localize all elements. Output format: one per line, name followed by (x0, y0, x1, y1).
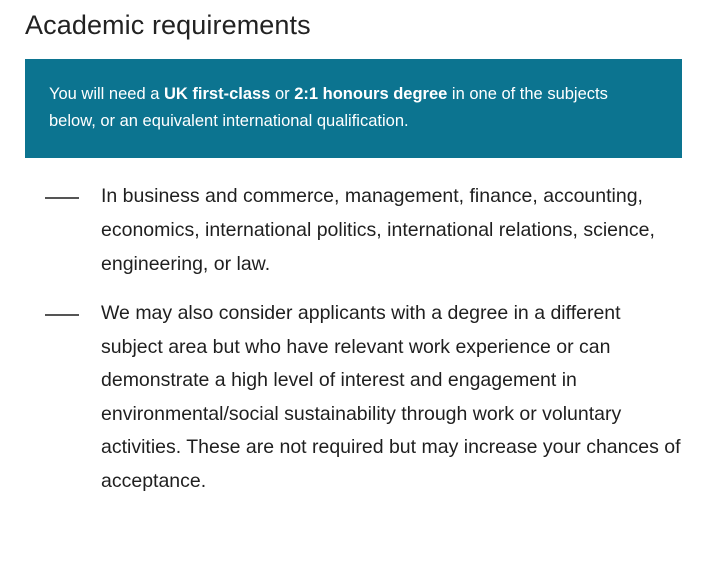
list-item (18, 180, 683, 281)
requirement-text: In business and commerce, management, finance, accounting, economics, international politics, international relations, science, engineering, or law. (101, 185, 655, 275)
dash-bullet-icon (45, 314, 79, 316)
dash-bullet-icon (45, 197, 79, 199)
list-item (18, 297, 683, 498)
callout-text-middle: or (270, 85, 295, 103)
callout-text-after: in one of the subjects below, or an equivalent international qualification. (49, 85, 608, 130)
callout-bold-first-class: UK first-class (163, 85, 271, 103)
requirement-text: We may also consider applicants with a degree in a different subject area but who have relevant work experience or can demonstrate a high level of interest and engagement in environmental/social sustainability through work or voluntary activities. These are not required but may increase your chances of acceptance. (101, 302, 681, 492)
page-title: Academic requirements (25, 10, 311, 40)
requirements-list (18, 180, 683, 498)
callout-text-before: You will need a (49, 85, 164, 103)
degree-requirement-callout (25, 59, 682, 158)
callout-bold-honours-degree: 2:1 honours degree (294, 85, 448, 103)
